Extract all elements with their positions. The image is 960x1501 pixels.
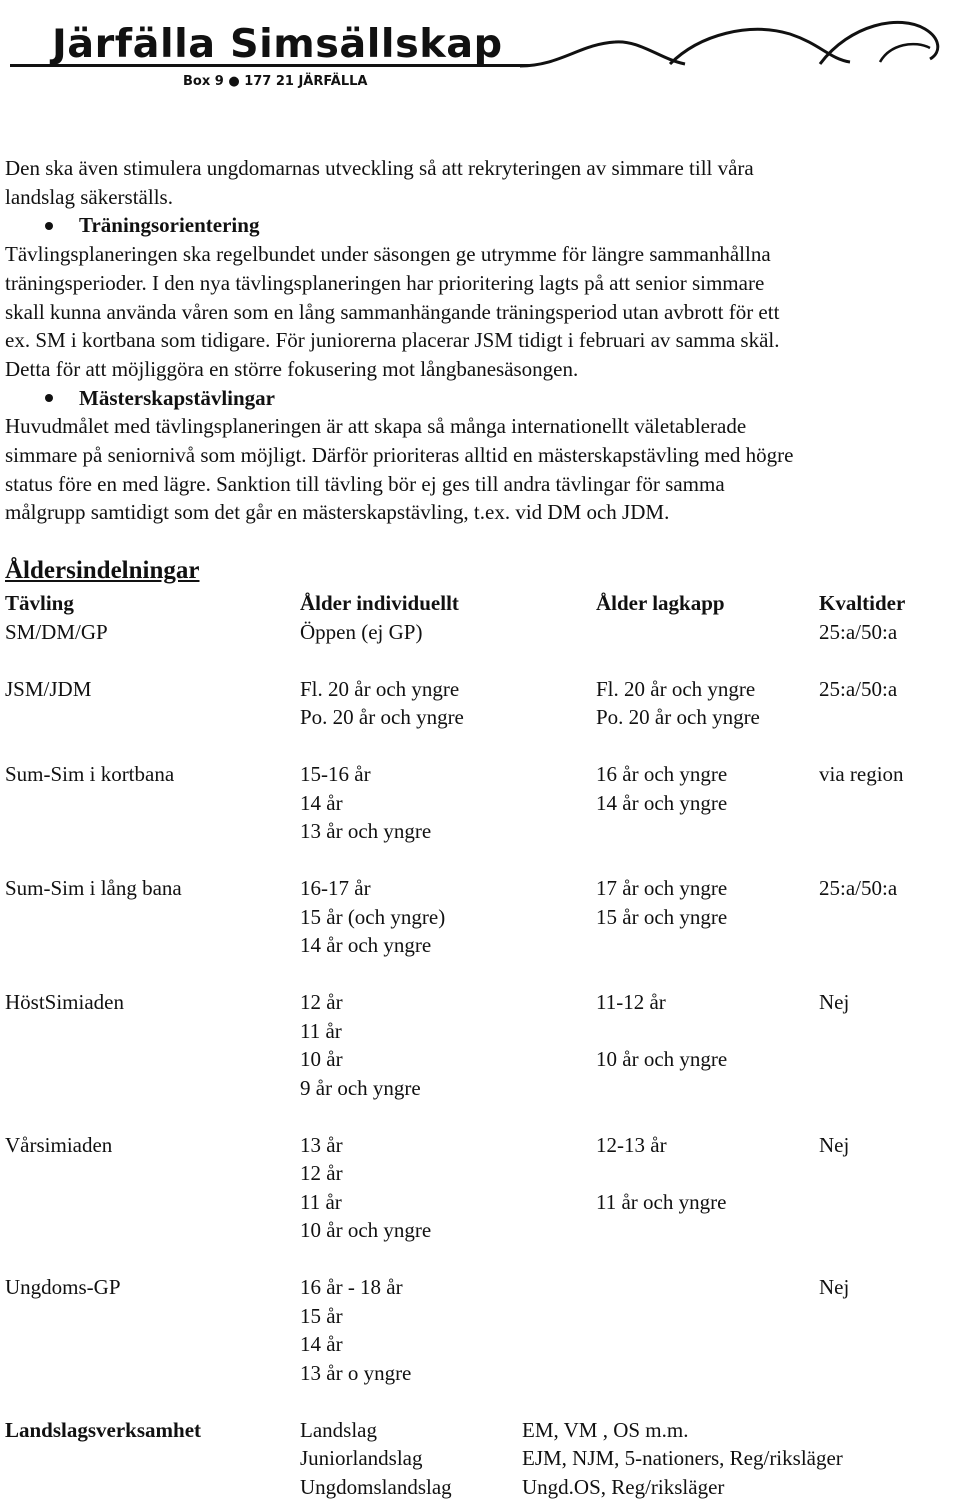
table-cell: Sum-Sim i kortbana [5,760,174,789]
table-cell: Nej [819,1131,849,1160]
table-row [5,903,955,932]
table-row [5,1273,955,1302]
paragraph-line: status före en med lägre. Sanktion till tävling bör ej ges till andra tävlingar för samma [5,470,950,499]
table-cell: JSM/JDM [5,675,91,704]
table-cell: 13 år o yngre [300,1359,411,1388]
table-header-row [5,589,955,618]
header-cell: Tävling [5,589,74,618]
table-cell: via region [819,760,904,789]
table-row [5,675,955,704]
landslag-label: Landslagsverksamhet [5,1416,201,1445]
competitions: EM, VM , OS m.m. [522,1416,688,1445]
table-cell: 16 år och yngre [596,760,727,789]
paragraph-line: träningsperioder. I den nya tävlingsplaneringen har prioritering lagts på att senior simmare [5,269,950,298]
table-row [5,760,955,789]
table-row [5,988,955,1017]
table-cell: Ungdoms-GP [5,1273,121,1302]
table-cell: Öppen (ej GP) [300,618,422,647]
table-row [5,1045,955,1074]
row-spacer [5,846,955,875]
row-spacer [5,960,955,989]
paragraph-line: Tävlingsplaneringen ska regelbundet under säsongen ge utrymme för längre sammanhållna [5,240,950,269]
table-cell: 12-13 år [596,1131,667,1160]
table-cell: 12 år [300,1159,343,1188]
team-name: Ungdomslandslag [300,1473,452,1501]
team-name: Juniorlandslag [300,1444,422,1473]
landslag-block [5,1416,955,1501]
table-cell: 14 år och yngre [300,931,431,960]
table-cell: 16-17 år [300,874,371,903]
table-row [5,874,955,903]
table-cell: 11 år och yngre [596,1188,726,1217]
table-row [5,703,955,732]
table-cell: 11 år [300,1188,342,1217]
intro-line: landslag säkerställs. [5,183,950,212]
bullet-label: Träningsorientering [79,211,259,240]
competitions: Ungd.OS, Reg/riksläger [522,1473,724,1501]
table-row [5,1017,955,1046]
table-cell: 10 år [300,1045,343,1074]
table-cell: 11 år [300,1017,342,1046]
bullet-label: Mästerskapstävlingar [79,384,275,413]
intro-line: Den ska även stimulera ungdomarnas utveckling så att rekryteringen av simmare till våra [5,154,950,183]
body-text [5,154,950,527]
paragraph-line: simmare på seniornivå som möjligt. Därför prioriteras alltid en mästerskapstävling med högre [5,441,950,470]
section-title: Åldersindelningar [5,557,199,585]
table-row [5,1359,955,1388]
landslag-row [5,1444,955,1473]
club-name: Järfälla Simsällskap [52,22,503,67]
wave-logo-icon [520,4,950,79]
table-row [5,1216,955,1245]
table-cell: Sum-Sim i lång bana [5,874,182,903]
table-row [5,931,955,960]
team-name: Landslag [300,1416,377,1445]
table-row [5,1131,955,1160]
table-row [5,618,955,647]
letterhead-rule [10,64,530,67]
table-row [5,1188,955,1217]
header-cell: Ålder lagkapp [596,589,725,618]
bullet-icon [45,394,53,402]
competitions: EJM, NJM, 5-nationers, Reg/riksläger [522,1444,843,1473]
table-cell: 15 år (och yngre) [300,903,445,932]
table-cell: 10 år och yngre [300,1216,431,1245]
paragraph-line: Detta för att möjliggöra en större fokusering mot långbanesäsongen. [5,355,950,384]
bullet-icon [45,222,53,230]
table-cell: 11-12 år [596,988,666,1017]
table-row [5,1159,955,1188]
table-row [5,789,955,818]
table-cell: Nej [819,1273,849,1302]
table-cell: Fl. 20 år och yngre [596,675,755,704]
table-row [5,1330,955,1359]
table-cell: SM/DM/GP [5,618,108,647]
table-cell: 25:a/50:a [819,874,897,903]
landslag-row [5,1416,955,1445]
letterhead [0,0,960,110]
table-row [5,1302,955,1331]
table-row [5,1074,955,1103]
table-cell: HöstSimiaden [5,988,124,1017]
table-cell: Vårsimiaden [5,1131,112,1160]
table-cell: 15 år och yngre [596,903,727,932]
table-cell: 13 år [300,1131,343,1160]
club-address: Box 9 ● 177 21 JÄRFÄLLA [183,74,367,89]
table-cell: Po. 20 år och yngre [300,703,464,732]
table-cell: 14 år [300,1330,343,1359]
table-cell: 16 år - 18 år [300,1273,403,1302]
table-cell: 14 år [300,789,343,818]
table-cell: 25:a/50:a [819,618,897,647]
header-cell: Ålder individuellt [300,589,459,618]
table-cell: 10 år och yngre [596,1045,727,1074]
table-cell: 13 år och yngre [300,817,431,846]
row-spacer [5,1387,955,1416]
table-cell: 15-16 år [300,760,371,789]
table-body [5,618,955,1416]
row-spacer [5,732,955,761]
row-spacer [5,1102,955,1131]
header-cell: Kvaltider [819,589,905,618]
paragraph-line: ex. SM i kortbana som tidigare. För juniorerna placerar JSM tidigt i februari av samma skäl. [5,326,950,355]
table-cell: Fl. 20 år och yngre [300,675,459,704]
table-cell: 25:a/50:a [819,675,897,704]
bullet-heading [5,211,950,240]
table-cell: 12 år [300,988,343,1017]
row-spacer [5,1245,955,1274]
table-cell: 14 år och yngre [596,789,727,818]
table-cell: 15 år [300,1302,343,1331]
table-cell: Nej [819,988,849,1017]
table-cell: 17 år och yngre [596,874,727,903]
paragraph-line: Huvudmålet med tävlingsplaneringen är att skapa så många internationellt väletablerade [5,412,950,441]
paragraph-line: skall kunna använda våren som en lång sammanhängande träningsperiod utan avbrott för ett [5,298,950,327]
paragraph-line: målgrupp samtidigt som det går en mästerskapstävling, t.ex. vid DM och JDM. [5,498,950,527]
table-row [5,817,955,846]
table-cell: 9 år och yngre [300,1074,421,1103]
table-cell: Po. 20 år och yngre [596,703,760,732]
age-table [5,589,955,1501]
row-spacer [5,646,955,675]
bullet-heading [5,384,950,413]
